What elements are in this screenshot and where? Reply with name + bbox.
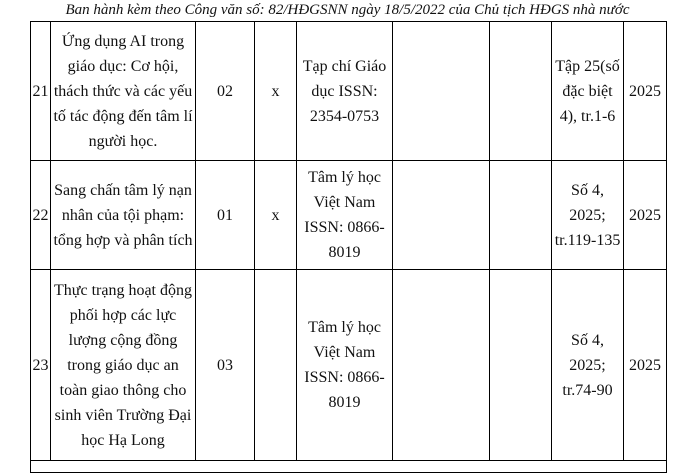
journal-info: Tâm lý học Việt Nam ISSN: 0866-8019: [297, 270, 393, 461]
empty-cell: [490, 161, 552, 270]
article-title: Thực trạng hoạt động phối hợp các lực lượng cộng đồng trong giáo dục an toàn giao thông cho sinh viên Trường Đại học Hạ Long: [51, 270, 196, 461]
publication-year: 2025: [624, 161, 667, 270]
journal-info: Tâm lý học Việt Nam ISSN: 0866-8019: [297, 161, 393, 270]
author-count: 02: [196, 22, 255, 161]
author-count: 01: [196, 161, 255, 270]
article-title: Sang chấn tâm lý nạn nhân của tội phạm: tổng hợp và phân tích: [51, 161, 196, 270]
empty-cell: [393, 270, 490, 461]
article-title: Ứng dụng AI trong giáo dục: Cơ hội, thách thức và các yếu tố tác động đến tâm lí người học.: [51, 22, 196, 161]
table-row: [31, 270, 667, 461]
row-number: 23: [31, 270, 51, 461]
empty-cell: [490, 22, 552, 161]
row-number: 22: [31, 161, 51, 270]
volume-pages: Số 4, 2025; tr.119-135: [552, 161, 624, 270]
partial-row-cell: [31, 461, 667, 473]
table-row: [31, 22, 667, 161]
empty-cell: [393, 161, 490, 270]
document-header-note: Ban hành kèm theo Công văn số: 82/HĐGSNN ngày 18/5/2022 của Chủ tịch HĐGS nhà nước: [65, 2, 630, 18]
journal-info: Tạp chí Giáo dục ISSN: 2354-0753: [297, 22, 393, 161]
author-count: 03: [196, 270, 255, 461]
publication-year: 2025: [624, 22, 667, 161]
row-number: 21: [31, 22, 51, 161]
main-author-mark: x: [255, 161, 297, 270]
empty-cell: [490, 270, 552, 461]
publications-table: [30, 21, 667, 473]
table-row-partial: [31, 461, 667, 473]
volume-pages: Tập 25(số đặc biệt 4), tr.1-6: [552, 22, 624, 161]
main-author-mark: x: [255, 22, 297, 161]
main-author-mark: [255, 270, 297, 461]
volume-pages: Số 4, 2025; tr.74-90: [552, 270, 624, 461]
publication-year: 2025: [624, 270, 667, 461]
table-row: [31, 161, 667, 270]
empty-cell: [393, 22, 490, 161]
